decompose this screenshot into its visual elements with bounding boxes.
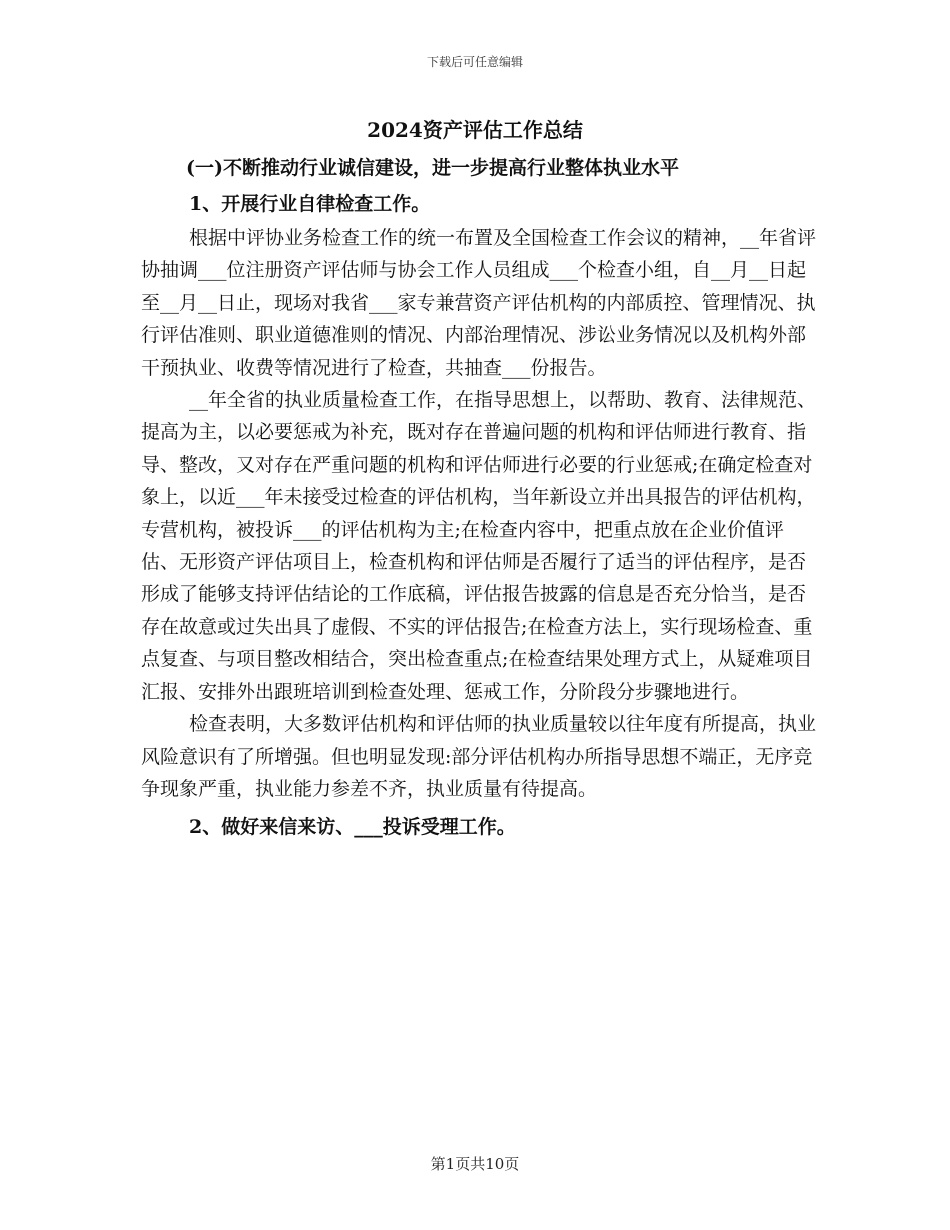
item-heading-1: 1、开展行业自律检查工作。 <box>189 193 431 215</box>
document-body <box>141 150 821 845</box>
paragraph-2: __年全省的执业质量检查工作，在指导思想上，以帮助、教育、法律规范、提高为主，以必要惩戒为补充，既对存在普遍问题的机构和评估师进行教育、指导、整改，又对存在严重问题的机构和评估师进行必要的行业惩戒;在确定检查对象上，以近___年未接受过检查的评估机构，当年新设立并出具报告的评估机构，专营机构，被投诉___的评估机构为主;在检查内容中，把重点放在企业价值评估、无形资产评估项目上，检查机构和评估师是否履行了适当的评估程序，是否形成了能够支持评估结论的工作底稿，评估报告披露的信息是否充分恰当，是否存在故意或过失出具了虚假、不实的评估报告;在检查方法上，实行现场检查、重点复查、与项目整改相结合，突出检查重点;在检查结果处理方式上，从疑难项目汇报、安排外出跟班培训到检查处理、惩戒工作，分阶段分步骤地进行。 <box>141 389 817 703</box>
document-title: 2024资产评估工作总结 <box>367 118 583 142</box>
section-heading: (一)不断推动行业诚信建设，进一步提高行业整体执业水平 <box>186 157 679 179</box>
header-note: 下载后可任意编辑 <box>426 55 523 69</box>
paragraph-1: 根据中评协业务检查工作的统一布置及全国检查工作会议的精神，__年省评协抽调___位注册资产评估师与协会工作人员组成___个检查小组，自__月__日起至__月__日止，现场对我省___家专兼营资产评估机构的内部质控、管理情况、执行评估准则、职业道德准则的情况、内部治理情况、涉讼业务情况以及机构外部干预执业、收费等情况进行了检查，共抽查___份报告。 <box>141 227 817 379</box>
page-footer: 第1页共10页 <box>430 1155 520 1173</box>
paragraph-3: 检查表明，大多数评估机构和评估师的执业质量较以往年度有所提高，执业风险意识有了所增强。但也明显发现:部分评估机构办所指导思想不端正，无序竞争现象严重，执业能力参差不齐，执业质量有待提高。 <box>141 713 817 800</box>
item-heading-2: 2、做好来信来访、___投诉受理工作。 <box>189 816 516 839</box>
